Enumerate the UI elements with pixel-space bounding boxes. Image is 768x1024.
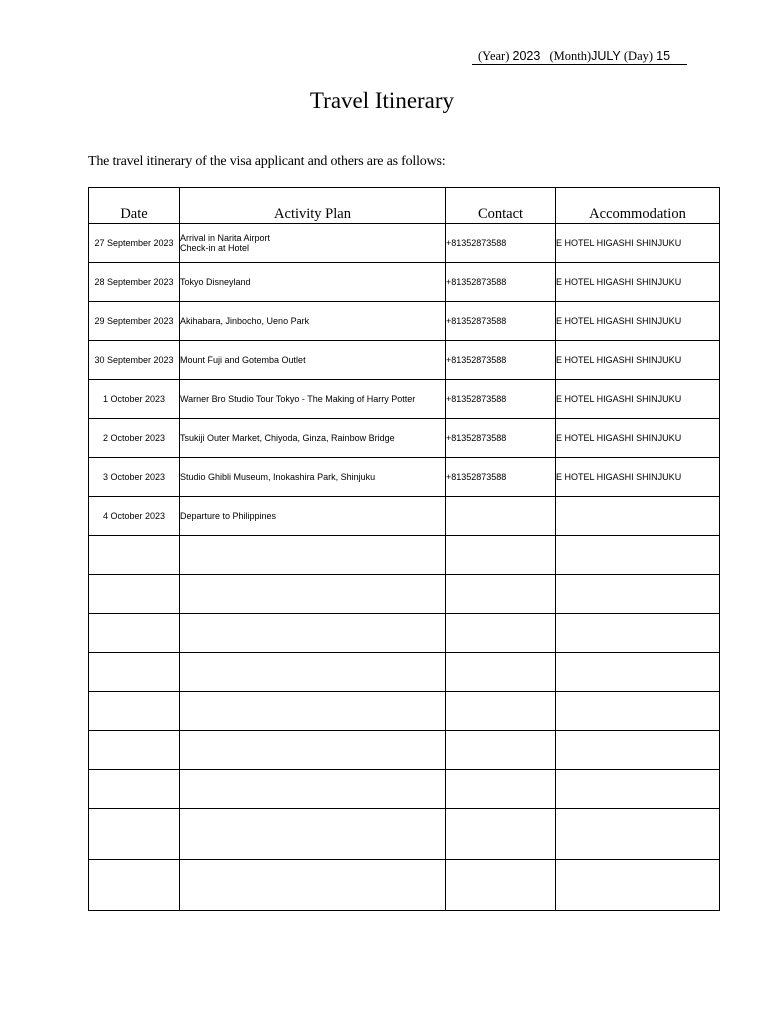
row-accommodation: E HOTEL HIGASHI SHINJUKU [556,419,720,458]
empty-table-row [89,731,720,770]
row-date [89,575,180,614]
row-date: 3 October 2023 [89,458,180,497]
row-activity [180,497,446,536]
row-accommodation: E HOTEL HIGASHI SHINJUKU [556,263,720,302]
row-date: 27 September 2023 [89,224,180,263]
row-activity [180,653,446,692]
document-title: Travel Itinerary [309,88,455,113]
row-contact [446,536,556,575]
row-date: 28 September 2023 [89,263,180,302]
row-activity [180,692,446,731]
row-accommodation [556,692,720,731]
row-contact: +81352873588 [446,263,556,302]
row-accommodation: E HOTEL HIGASHI SHINJUKU [556,458,720,497]
day-value: 15 [656,49,671,63]
activity-line: Studio Ghibli Museum, Inokashira Park, Shinjuku [180,472,376,482]
year-value: 2023 [512,49,541,63]
row-activity [180,809,446,860]
empty-table-row [89,692,720,731]
activity-line: Mount Fuji and Gotemba Outlet [180,355,306,365]
intro-text: The travel itinerary of the visa applicant and others are as follows: [88,154,446,169]
empty-table-row [89,770,720,809]
row-activity [180,263,446,302]
header-activity: Activity Plan [180,188,446,224]
row-accommodation [556,653,720,692]
header-date: Date [89,188,180,224]
table-row [89,224,720,263]
activity-line: Tokyo Disneyland [180,277,251,287]
empty-table-row [89,653,720,692]
row-date [89,536,180,575]
table-row [89,458,720,497]
row-contact [446,731,556,770]
row-date [89,614,180,653]
empty-table-row [89,809,720,860]
row-date [89,731,180,770]
row-activity [180,575,446,614]
day-label: (Day) [623,49,654,63]
row-accommodation: E HOTEL HIGASHI SHINJUKU [556,302,720,341]
row-date: 29 September 2023 [89,302,180,341]
row-activity [180,224,446,263]
row-date [89,692,180,731]
row-accommodation: E HOTEL HIGASHI SHINJUKU [556,224,720,263]
activity-line: Departure to Philippines [180,511,277,521]
row-date: 2 October 2023 [89,419,180,458]
row-contact [446,575,556,614]
month-value: JULY [591,49,621,63]
header-contact: Contact [446,188,556,224]
year-label: (Year) [478,49,510,63]
row-contact: +81352873588 [446,224,556,263]
row-date [89,770,180,809]
row-accommodation: E HOTEL HIGASHI SHINJUKU [556,341,720,380]
row-activity [180,419,446,458]
row-activity [180,380,446,419]
empty-table-row [89,860,720,911]
row-activity [180,458,446,497]
row-activity [180,536,446,575]
activity-line: Check-in at Hotel [180,243,250,253]
row-date: 1 October 2023 [89,380,180,419]
row-contact: +81352873588 [446,458,556,497]
table-row [89,497,720,536]
header-accommodation: Accommodation [556,188,720,224]
row-accommodation [556,770,720,809]
row-contact [446,770,556,809]
row-accommodation [556,809,720,860]
row-contact [446,809,556,860]
row-contact [446,653,556,692]
table-row [89,263,720,302]
activity-line: Akihabara, Jinbocho, Ueno Park [180,316,310,326]
row-date: 30 September 2023 [89,341,180,380]
activity-line: Warner Bro Studio Tour Tokyo - The Making of Harry Potter [180,394,416,404]
row-accommodation: E HOTEL HIGASHI SHINJUKU [556,380,720,419]
row-contact [446,692,556,731]
row-date: 4 October 2023 [89,497,180,536]
row-activity [180,860,446,911]
row-contact: +81352873588 [446,419,556,458]
itinerary-body [89,224,720,911]
row-activity [180,731,446,770]
row-accommodation [556,497,720,536]
row-accommodation [556,614,720,653]
table-header-row [89,188,720,224]
table-row [89,419,720,458]
table-row [89,302,720,341]
activity-line: Tsukiji Outer Market, Chiyoda, Ginza, Rainbow Bridge [180,433,395,443]
row-contact [446,860,556,911]
month-label: (Month) [549,49,592,63]
row-date [89,809,180,860]
row-contact [446,497,556,536]
row-accommodation [556,860,720,911]
row-accommodation [556,731,720,770]
row-date [89,860,180,911]
table-row [89,341,720,380]
row-accommodation [556,575,720,614]
table-row [89,380,720,419]
row-activity [180,614,446,653]
row-contact: +81352873588 [446,341,556,380]
document-date-line [472,48,687,65]
empty-table-row [89,575,720,614]
itinerary-table [88,187,720,911]
empty-table-row [89,536,720,575]
row-contact [446,614,556,653]
row-date [89,653,180,692]
row-accommodation [556,536,720,575]
row-contact: +81352873588 [446,302,556,341]
row-activity [180,302,446,341]
activity-line: Arrival in Narita Airport [180,233,271,243]
row-activity [180,341,446,380]
empty-table-row [89,614,720,653]
row-activity [180,770,446,809]
row-contact: +81352873588 [446,380,556,419]
